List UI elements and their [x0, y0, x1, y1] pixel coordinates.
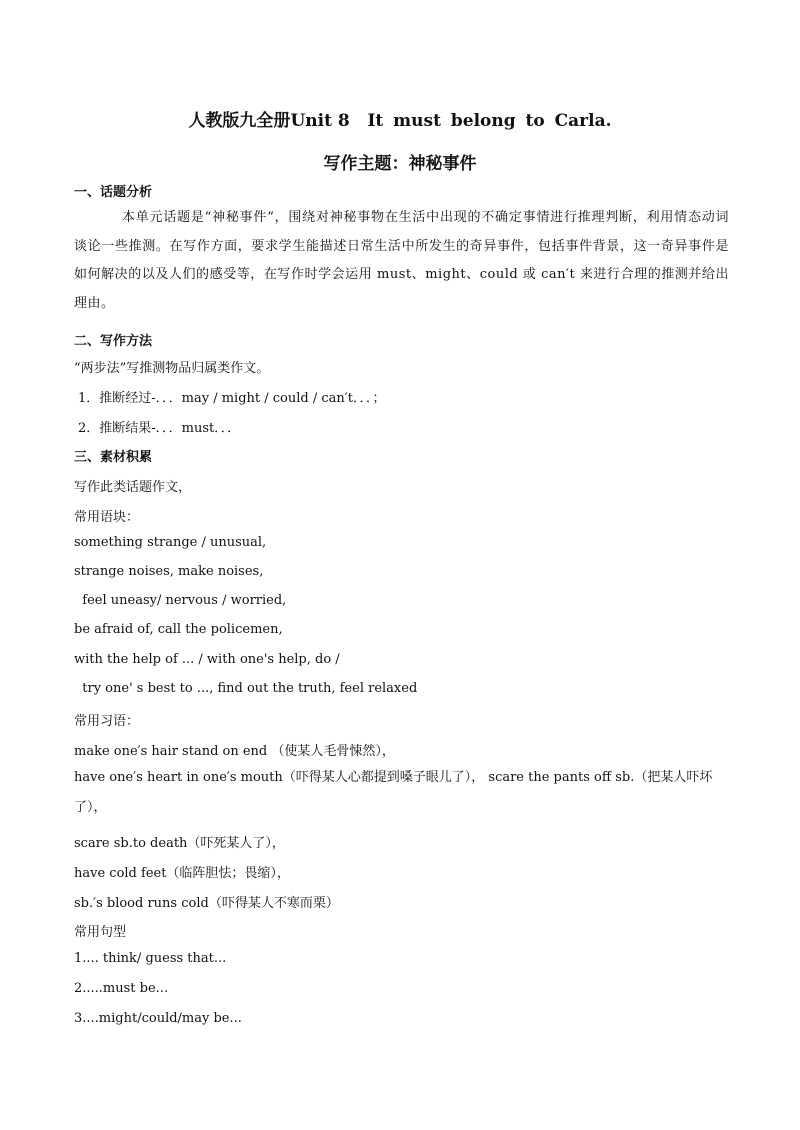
phrase-item: be afraid of, call the policemen,	[74, 622, 283, 637]
step-2: 2．推断结果-．．．must．．．	[78, 421, 241, 436]
phrase-item: strange noises, make noises,	[74, 564, 264, 579]
idiom-item: sb.′s blood runs cold（吓得某人不寒而栗）	[74, 896, 339, 911]
section1-heading: 一、话题分析	[74, 185, 153, 200]
document-title	[0, 106, 800, 131]
title-rest: It must belong to Carla.	[367, 111, 612, 131]
section3-intro: 写作此类话题作文，	[74, 480, 192, 495]
section2-intro: “两步法”写推测物品归属类作文。	[74, 361, 270, 376]
phrase-item: with the help of ... / with one's help, do /	[74, 652, 340, 667]
pattern-item: 1.... think/ guess that...	[74, 951, 227, 966]
pattern-item: 3....might/could/may be...	[74, 1011, 242, 1026]
pattern-item: 2.....must be...	[74, 981, 169, 996]
phrases-label: 常用语块：	[74, 510, 140, 525]
title-unit: Unit 8	[290, 111, 350, 131]
idiom-item: have cold feet（临阵胆怯；畏缩），	[74, 866, 290, 881]
phrase-item: something strange / unusual,	[74, 535, 267, 550]
idiom-item: have one′s heart in one′s mouth（吓得某人心都提到嗓子眼儿了）， scare the pants off sb.（把某人吓坏了），	[74, 770, 713, 815]
step-1: 1．推断经过-．．．may / might / could / can′t．．．；	[78, 391, 386, 406]
idiom-item: scare sb.to death（吓死某人了），	[74, 836, 285, 851]
phrase-item: feel uneasy/ nervous / worried,	[74, 593, 287, 608]
idioms-label: 常用习语：	[74, 714, 140, 729]
title-prefix: 人教版九全册	[188, 111, 291, 131]
idiom-item: make one′s hair stand on end （使某人毛骨悚然），	[74, 744, 395, 759]
section1-paragraph: 本单元话题是“神秘事件”，围绕对神秘事物在生活中出现的不确定事情进行推理判断，利用情态动词谈论一些推测。在写作方面，要求学生能描述日常生活中所发生的奇异事件，包括事件背景，这一奇异事件是如何解决的以及人们的感受等，在写作时学会运用 must、might、could 或 can′t 来进行合理的推测并给出理由。	[74, 210, 729, 311]
section3-heading: 三、素材积累	[74, 450, 153, 465]
phrase-item: try one' s best to ..., find out the truth, feel relaxed	[74, 681, 418, 696]
patterns-label: 常用句型	[74, 925, 127, 940]
document-subtitle: 写作主题：神秘事件	[323, 154, 477, 174]
section2-heading: 二、写作方法	[74, 334, 153, 349]
